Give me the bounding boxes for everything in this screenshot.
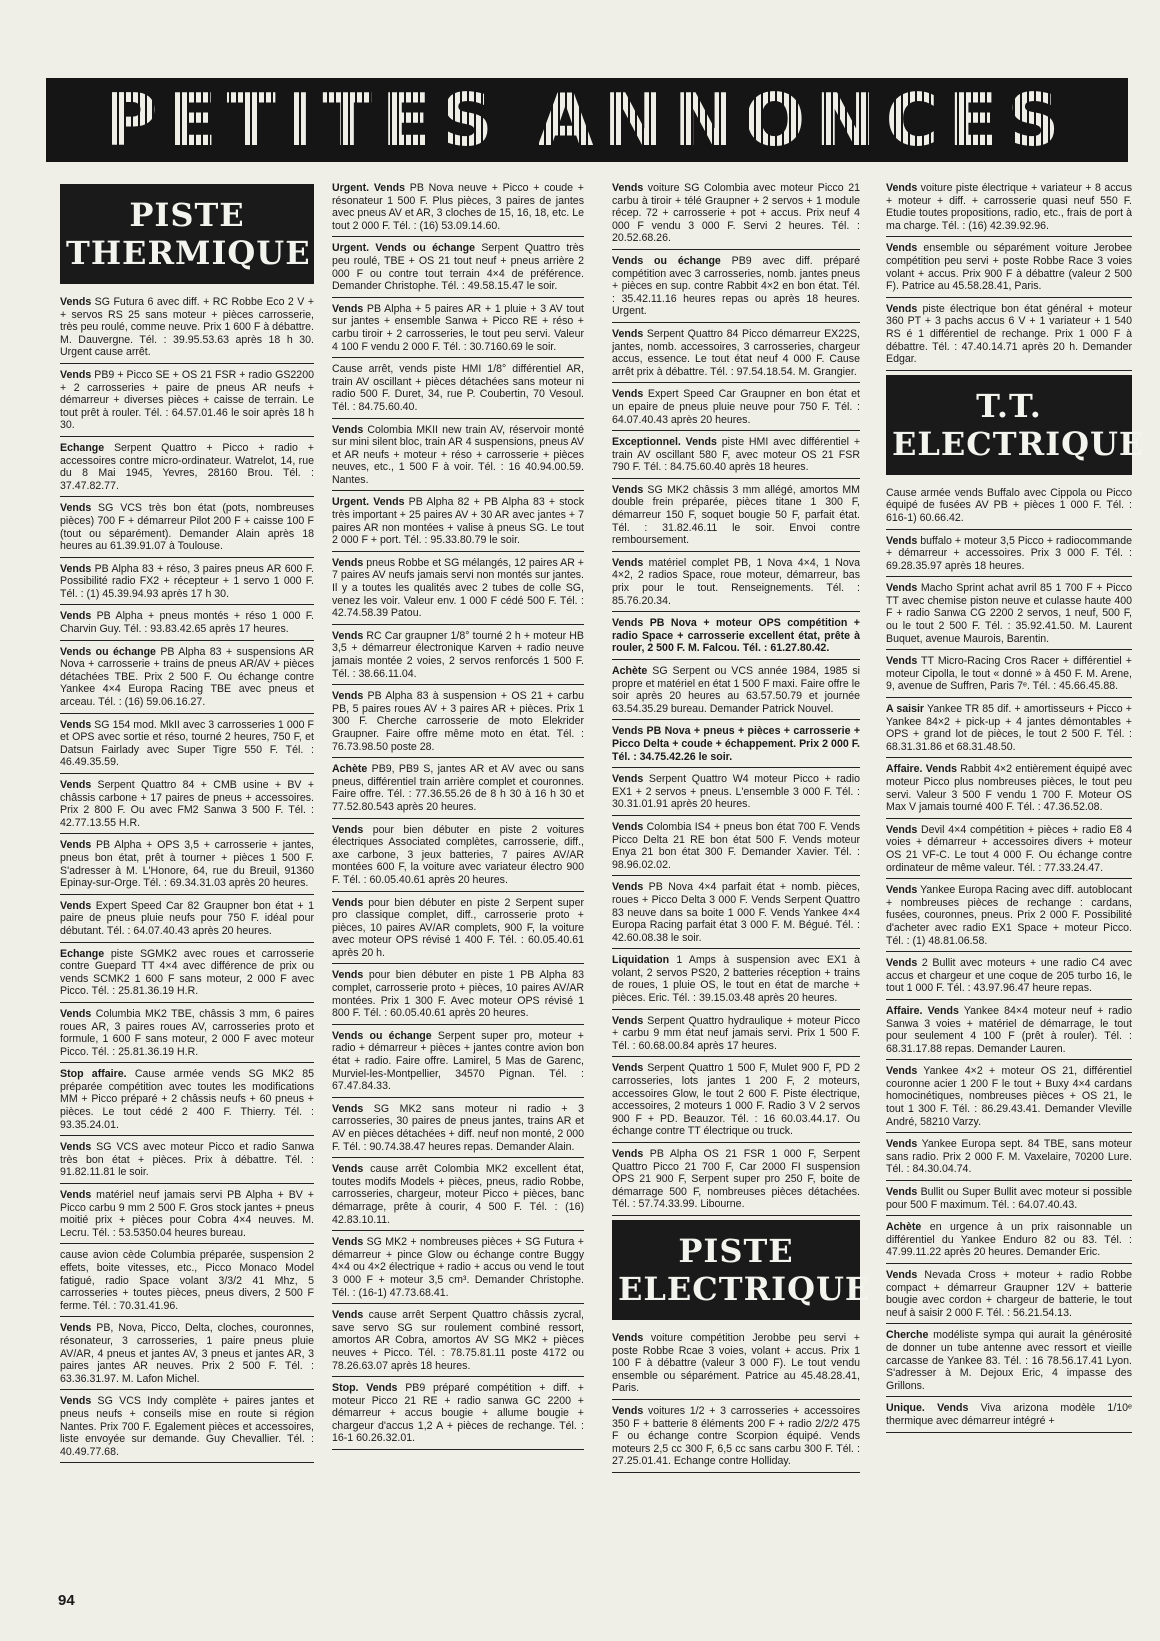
ad-lead: Achète — [332, 763, 368, 776]
ad-lead: Vends — [60, 1141, 92, 1154]
classified-ad — [612, 434, 860, 479]
ad-lead: Cherche — [886, 1329, 929, 1342]
ad-text: cause arrêt Colombia MK2 excellent état, toutes modifs Models + pièces, pneus, radio Robbe, carrosseries, chargeur, moteur Picco + pièces, banc démarrage, prête à courir, 4 500 F. Tél. : (16) 42.83.10.11. — [332, 1163, 584, 1226]
classified-ad — [60, 1066, 314, 1136]
ad-text: buffalo + moteur 3,5 Picco + radiocommande + démarreur + accessoires. Prix 3 000 F. Tél. : 69.28.35.97 après 18 heures. — [886, 534, 1132, 572]
ad-text: SG Serpent ou VCS année 1984, 1985 si propre et matériel en état 1 500 F maxi. Faire offre le soir après 20 heures au 63.57.50.79 et journée 63.54.35.29 bureau. Demander Patrick Nouvel. — [612, 665, 860, 715]
classified-ad — [60, 367, 314, 437]
ad-lead: Vends — [60, 1322, 92, 1335]
ad-lead: Urgent. Vends ou échange — [332, 242, 476, 255]
ad-lead: Liquidation — [612, 954, 670, 967]
classified-ad — [886, 1327, 1132, 1397]
ad-text: Yankee Europa sept. 84 TBE, sans moteur sans radio. Prix 2 000 F. M. Vaxelaire, 70200 Lure. Tél. : 84.30.04.74. — [886, 1138, 1132, 1176]
classified-ad — [332, 422, 584, 492]
ad-text: PB Alpha 83 + suspensions AR Nova + carrosserie + trains de pneus AR/AV + pièces détachées TBE. Prix 2 500 F. Ou échange contre Yankee 4×4 Europa Racing TBE avec pneus et arceau. Tél. : (16) 59.06.16.27. — [60, 645, 314, 709]
column-2 — [332, 180, 584, 1453]
ad-text: Columbia MK2 TBE, châssis 3 mm, 6 paires roues AR, 3 paires roues AV, carrosseries proto et formule, 1 600 F sans moteur, 2 000 F avec moteur Picco. Tél. : 25.81.36.19 H.R. — [60, 1007, 314, 1058]
classified-ad — [886, 301, 1132, 371]
ad-text: PB Alpha 83 + réso, 3 paires pneus AR 600 F. Possibilité radio FX2 + récepteur + 1 servo 1 000 F. Tél. : (1) 45.39.94.93 après 17 h 30. — [60, 562, 314, 600]
ad-lead: Urgent. Vends — [332, 496, 405, 509]
ad-text: modéliste sympa qui aurait la générosité de donner un tube antenne avec ressort et vieille carcasse de Yankee 83. Tél. : 16 78.56.17.41 Lyon. S'adresser à M. Dejoux Eric, 4 impasse des Grillons. — [886, 1329, 1132, 1392]
classified-ad — [886, 1063, 1132, 1133]
ad-text: PB Alpha + pneus montés + réso 1 000 F. Charvin Guy. Tél. : 93.83.42.65 après 17 heures. — [60, 610, 314, 636]
classified-ad — [60, 837, 314, 894]
classified-ad — [886, 485, 1132, 530]
classified-ad — [60, 898, 314, 943]
ad-text: Cause arrêt, vends piste HMI 1/8° différentiel AR, train AV oscillant + pièces détachées sans moteur ni radio 500 F. Duret, 34, rue P. Coubertin, 70 Vesoul. Tél. : 84.75.60.40. — [332, 363, 584, 413]
classified-ad — [60, 608, 314, 640]
classified-ad — [332, 1234, 584, 1304]
classified-ad — [612, 879, 860, 949]
ad-text: Serpent Quattro + Picco + radio + accessoires contre micro-ordinateur. Watrelot, 14, rue du 8 Mai 1945, Yevres, 28160 Brou. Tél. : 37.47.82.77. — [60, 441, 314, 492]
section-heading-piste-electrique: PISTE ELECTRIQUE — [612, 1220, 860, 1320]
ad-text: SG Futura 6 avec diff. + RC Robbe Eco 2 V + + servos RS 25 sans moteur + pièces carrosserie, très peu roulé, comme neuve. Prix 1 600 F à débattre. M. Dauvergne. Tél. : 39.95.53.63 après 18 h 30. Urgent cause arrêt. — [60, 296, 314, 359]
classified-ad — [332, 761, 584, 818]
ad-lead: Vends — [886, 302, 918, 315]
ad-lead: Vends — [332, 1163, 364, 1176]
column-3 — [612, 180, 871, 1476]
ad-lead: Affaire. Vends — [886, 1004, 959, 1017]
classified-ad — [886, 882, 1132, 952]
classified-ad — [886, 822, 1132, 879]
ad-text: SG VCS avec moteur Picco et radio Sanwa très bon état + pièces. Prix à débattre. Tél. : 91.82.11.81 le soir. — [60, 1141, 314, 1179]
classified-ad — [332, 240, 584, 297]
ad-text: Serpent Quattro hydraulique + moteur Picco + carbu 9 mm état neuf jamais servi. Prix 1 500 F. Tél. : 60.68.00.84 après 17 heures. — [612, 1014, 860, 1052]
ad-text: PB Alpha + 5 paires AR + 1 pluie + 3 AV tout sur jantes + ensemble Sanwa + Picco RE + réso + carbu tiroir + 2 carrosseries, le tout peu servi. Valeur 4 100 F vendu 2 000 F. Tél. : 30.7160.69 le soir. — [332, 302, 584, 353]
ad-text: piste électrique bon état général + moteur 360 PT + 3 pachs accus 6 V + 1 variateur + 1 540 RS é 1 différentiel de rechange. Prix 1 000 F à débattre. Tél. : 47.40.14.71 après 20 h. Demander Edgar. — [886, 302, 1132, 366]
classified-ad — [332, 301, 584, 358]
column-1 — [60, 180, 314, 1466]
classified-ad — [886, 761, 1132, 818]
section-heading-tt-electrique: T.T. ELECTRIQUE — [886, 375, 1132, 475]
ad-lead: Vends — [60, 296, 92, 308]
ad-lead: Vends — [612, 1014, 644, 1027]
ad-text: voiture compétition Jerobbe peu servi + poste Robbe Rcae 3 voies, volant + accus. Prix 1 100 F à débattre (valeur 3 000 F). Le tout vendu ensemble ou séparément. Patrice au 45.48.28.41, Paris. — [612, 1331, 860, 1395]
ad-lead: Vends — [612, 327, 644, 340]
classified-ad — [886, 1136, 1132, 1181]
classified-ad — [60, 440, 314, 497]
classified-ad — [886, 701, 1132, 758]
ad-lead: Vends — [332, 556, 364, 569]
ad-text: cause avion cède Columbia préparée, suspension 2 effets, boite vitesses, etc., Picco Monaco Model fatigué, radio Space volant 3/3/2 41 Mhz, 5 carrosseries + toutes pièces, pneus divers, 2 500 F ferme. Tél. : 70.31.41.96. — [60, 1249, 314, 1312]
ad-lead: Achète — [612, 665, 648, 677]
ad-lead: Vends — [886, 655, 918, 668]
classified-ad — [332, 555, 584, 625]
ad-text: Serpent Quattro 84 Picco démarreur EX22S, jantes, nomb. accessoires, 3 carrosseries, chargeur accus, essence. Le tout état neuf 4 000 F. Cause arrêt prix à débattre. Tél. : 97.54.18.54. M. Grangier. — [612, 327, 860, 378]
ad-lead: Vends — [886, 582, 918, 595]
classified-ad — [612, 555, 860, 612]
ad-list — [886, 485, 1132, 1433]
ad-text: PB9 avec diff. préparé compétition avec 3 carrosseries, nomb. jantes pneus + pièces en sup. contre Rabbit 4×2 en bon état. Tél. : 35.42.11.16 heures repas ou après 18 heures. Urgent. — [612, 254, 860, 318]
classified-ad — [886, 580, 1132, 650]
classified-ad — [612, 1146, 860, 1216]
ad-text: SG MK2 sans moteur ni radio + 3 carrosseries, 30 paires de pneus jantes, trains AR et AV en pièces détachées + diff. neuf non monté, 2 000 F. Tél. : 90.74.38.47 heures repas. Demander Alain. — [332, 1102, 584, 1153]
ad-lead: Vends — [886, 1065, 918, 1078]
ad-lead: Vends — [886, 1269, 918, 1281]
ad-lead: Vends — [886, 1186, 918, 1199]
classified-ad — [612, 1330, 860, 1400]
ad-lead: Vends — [332, 969, 364, 982]
ad-text: en urgence à un prix raisonnable un différentiel du Yankee Enduro 82 ou 83. Tél. : 47.99.11.22 après 20 heures. Demander Eric. — [886, 1221, 1132, 1259]
ad-text: Bullit ou Super Bullit avec moteur si possible pour 500 F maximum. Tél. : 64.07.40.43. — [886, 1186, 1132, 1211]
ad-lead: Vends — [886, 242, 918, 255]
classified-ad — [332, 180, 584, 237]
ad-text: SG MK2 + nombreuses pièces + SG Futura + démarreur + pince Glow ou échange contre Buggy 4×4 ou 4×2 électrique + radio + accus ou vend le tout 3 000 F + moteur 3,5 cm³. Demander Christophe. Tél. : (16-1) 47.73.68.41. — [332, 1236, 584, 1299]
ad-text: voiture SG Colombia avec moteur Picco 21 carbu à tiroir + télé Graupner + 2 servos + 1 module récep. 72 + carrosserie + pot + accus. Prix neuf 4 000 F vendu 3 000 F. Servi 2 heures. Tél. : 20.52.68.26. — [612, 182, 860, 245]
classified-ad — [886, 1003, 1132, 1060]
ad-text: Viva arizona modèle 1/10ᵉ thermique avec démarreur intégré + — [886, 1402, 1132, 1427]
ad-lead: Unique. Vends — [886, 1402, 969, 1415]
ad-lead: Vends — [886, 1138, 918, 1151]
ad-lead: Vends — [60, 610, 92, 623]
ad-list — [60, 294, 314, 1463]
ad-text: pour bien débuter en piste 2 voitures électriques Associated complètes, carrosserie, diff., axe carbone, 3 jeux batteries, 7 paires AV/AR montées 600 F, la voiture avec variateur électro 900 F. Tél. : 60.05.40.61 après 20 heures. — [332, 823, 584, 886]
ad-text: Macho Sprint achat avril 85 1 700 F + Picco TT avec chemise piston neuve et culasse haute 400 F + radio Sanwa CG 2200 2 servos, 1 neuf, 500 F, ou le tout 2 500 F. Tél. : 35.92.41.50. M. Laurent Buquet, avenue Maurois, Barentin. — [886, 582, 1132, 645]
classified-ad — [60, 294, 314, 364]
ad-text: Yankee Europa Racing avec diff. autoblocant + nombreuses pièces de rechange : cardans, fusées, couronnes, pneus. Prix 2 000 F. Possibilité d'acheter avec radio EX1 Space + moteur Picco. Tél. : (1) 48.81.06.58. — [886, 884, 1132, 947]
ad-lead: Vends — [332, 1236, 364, 1249]
classified-ad — [886, 1219, 1132, 1264]
classified-ad — [886, 1267, 1132, 1324]
ad-text: pour bien débuter en piste 1 PB Alpha 83 complet, carrosserie proto + pièces, 10 paires AV/AR montées. Prix 1 300 F. Avec moteur OPS révisé 1 800 F. Tél. : 60.05.40.61 après 20 heures. — [332, 969, 584, 1020]
ad-text: PB Alpha 82 + PB Alpha 83 + stock très important + 25 paires AV + 30 AR avec jantes + 7 paires AR non montées + valise à pneus SG. Le tout 2 000 F + port. Tél. : 95.33.80.79 le soir. — [332, 496, 584, 547]
classified-ad — [60, 1247, 314, 1317]
ad-text: piste SGMK2 avec roues et carrosserie contre Guepard TT 4×4 avec différence de prix ou vends SCMK2 1 600 F sans moteur, 2 000 F avec Picco. Tél. : 25.81.36.19 H.R. — [60, 947, 314, 998]
ad-lead: Vends ou échange — [332, 1029, 432, 1042]
ad-text: ensemble ou séparément voiture Jerobee compétition peu servi + poste Robbe Race 3 voies volant + accus. Prix 900 F à débattre (valeur 2 500 F). Patrice au 45.58.28.41, Paris. — [886, 242, 1132, 293]
ad-lead: Vends — [332, 1102, 364, 1115]
ad-lead: Vends — [612, 820, 644, 833]
ad-text: Expert Speed Car Graupner en bon état et un epaire de pneus pluie neuve pour 750 F. Tél. : 64.07.40.43 après 20 heures. — [612, 388, 860, 426]
ad-lead: Vends — [60, 562, 92, 575]
ad-lead: Vends — [886, 534, 918, 547]
ad-lead: Affaire. Vends — [886, 763, 957, 776]
classified-ad — [612, 663, 860, 720]
ad-lead: Exceptionnel. Vends — [612, 436, 717, 449]
classified-ad — [612, 386, 860, 431]
ad-text: Serpent Quattro 1 500 F, Mulet 900 F, PD 2 carrosseries, lots jantes 1 200 F, 2 moteurs, accessoires Glow, le tout 2 600 F. Piste électrique, accessoires, 2 moteurs 1 000 F. Radio 3 V 2 servos 900 F + PD. Beauzor. Tél. : 16 60.03.44.17. Ou échange contre TT électrique ou truck. — [612, 1062, 860, 1138]
ad-text: PB Nova 4×4 parfait état + nomb. pièces, roues + Picco Delta 3 000 F. Vends Serpent Quattro 83 neuve dans sa boite 1 000 F. Vends Yankee 4×4 Europa Racing parfait état 3 000 F. M. Bégué. Tél. : 42.60.08.38 le soir. — [612, 881, 860, 944]
ad-lead: Vends — [60, 839, 92, 852]
ad-text: 2 Bullit avec moteurs + une radio C4 avec accus et chargeur et une coque de 205 turbo 16, le tout 1 000 F. Tél. : 43.97.96.47 heure repas. — [886, 957, 1132, 995]
ad-lead: Vends — [886, 182, 918, 194]
ad-lead: Vends — [60, 718, 92, 731]
classified-ad — [332, 1161, 584, 1231]
ad-text: PB, Nova, Picco, Delta, cloches, couronnes, résonateur, 3 carrosseries, 1 paire pneus pluie AV/AR, 4 pneus et jantes AV, 3 pneus et jantes AR, 3 paires jantes AR neuves. Prix 2 500 F. Tél. : 63.36.31.97. M. Lafon Michel. — [60, 1322, 314, 1385]
ad-text: Serpent Quattro W4 moteur Picco + radio EX1 + 2 servos + pneus. L'ensemble 3 000 F. Tél. : 30.31.01.91 après 20 heures. — [612, 773, 860, 811]
classified-ad — [612, 482, 860, 552]
classified-ad — [332, 895, 584, 965]
ad-lead: Vends — [332, 629, 364, 642]
ad-text: Nevada Cross + moteur + radio Robbe compact + démarreur Graupner 12V + batterie bougie avec cordon + chargeur de batterie, le tout neuf à saisir 2 000 F. Tél. : 56.21.54.13. — [886, 1269, 1132, 1319]
ad-text: Yankee 84×4 moteur neuf + radio Sanwa 3 voies + matériel de démarrage, le tout pour seulement 4 100 F (prêt à rouler). Tél. : 68.31.17.88 repas. Demander Lauren. — [886, 1004, 1132, 1055]
ad-text: PB9 préparé compétition + diff. + moteur Picco 21 RE + radio sanwa GC 2200 + démarreur + accus bougie + allume bougie + chargeur d'accus 1,2 A + pièces de rechange. Tél. : 16-1 60.26.32.01. — [332, 1382, 584, 1445]
classified-ad — [612, 952, 860, 1009]
classified-ad — [332, 1307, 584, 1377]
ad-text: Expert Speed Car 82 Graupner bon état + 1 paire de pneus pluie neufs pour 750 F. idéal pour débutant. Tél. : 64.07.40.43 après 20 heures. — [60, 899, 314, 937]
ad-lead: Vends — [332, 823, 364, 836]
ad-text: SG MK2 châssis 3 mm allégé, amortos MM double frein préparée, pièces titane 1 300 F, démarreur 150 F, soquet bougie 50 F, parfait état. Tél. : 31.82.46.11 le soir. Envoi contre remboursement. — [612, 483, 860, 547]
ad-lead: A saisir — [886, 703, 925, 716]
classified-ad — [60, 1139, 314, 1184]
classified-ad — [886, 180, 1132, 237]
ad-list — [612, 180, 860, 1216]
ad-text: cause arrêt Serpent Quattro châssis zycral, save servo SG sur roulement combiné ressort, amortos AR Cobra, amortos AV SG MK2 + pièces neuves + Picco. Tél. : 78.75.81.11 poste 4172 ou 78.26.63.07 après 18 heures. — [332, 1309, 584, 1372]
ad-lead: Stop affaire. — [60, 1068, 127, 1081]
ad-text: PB Alpha + OPS 3,5 + carrosserie + jantes, pneus bon état, prêt à tourner + pièces 1 500 F. S'adresser à M. L'Honore, 64, rue du Breuil, 91360 Epinay-sur-Orge. Tél. : 69.34.31.03 après 20 heures. — [60, 839, 314, 890]
ad-lead: Stop. Vends — [332, 1382, 398, 1395]
classified-ad — [612, 1013, 860, 1058]
ad-lead: Vends — [612, 1404, 644, 1417]
ad-list — [332, 180, 584, 1450]
ad-list — [612, 1330, 860, 1473]
section-heading-piste-thermique: PISTE THERMIQUE — [60, 184, 314, 284]
ad-lead: Vends — [612, 388, 644, 401]
ad-lead: Echange — [60, 441, 105, 454]
ad-text: pour bien débuter en piste 2 Serpent super pro classique complet, diff., carrosserie proto + pièces, 10 paires AV/AR complets, 900 F, la voiture avec moteur OPS révisé 1 400 F. Tél. : 60.05.40.61 après 20 h. — [332, 896, 584, 959]
classified-ad — [886, 955, 1132, 1000]
classified-ad — [612, 771, 860, 816]
ad-lead: Vends — [60, 502, 92, 515]
ad-lead: Vends — [60, 1395, 92, 1408]
classified-ad — [60, 500, 314, 557]
column-4 — [886, 180, 1145, 1436]
ad-text: matériel neuf jamais servi PB Alpha + BV + Picco carbu 9 mm 2 500 F. Gros stock jantes + pneus moitié prix + pièces pour Cobra 4×4 neuves. M. Lecru. Tél. : 53.5350.04 heures bureau. — [60, 1189, 314, 1239]
ad-text: piste HMI avec différentiel + train AV oscillant 580 F, avec moteur OS 21 FSR 790 F. Tél. : 84.75.60.40 après 18 heures. — [612, 436, 861, 474]
classified-ad — [886, 1184, 1132, 1216]
ad-lead: Vends — [332, 423, 364, 436]
ad-text: Serpent Quattro très peu roulé, TBE + OS 21 tout neuf + pneus arrière 2 000 F ou contre tout terrain 4×4 de préférence. Demander Christophe. Tél. : 49.58.15.47 le soir. — [332, 242, 584, 293]
classified-ad — [612, 253, 860, 323]
classified-ad — [332, 494, 584, 551]
classified-ad — [332, 628, 584, 685]
ad-lead: Vends — [60, 899, 92, 912]
page-number: 94 — [58, 1592, 75, 1609]
classified-ad — [886, 1400, 1132, 1432]
classified-ad — [60, 946, 314, 1003]
classified-ad — [886, 240, 1132, 297]
ad-lead: Vends — [60, 1189, 92, 1202]
ad-text: voiture piste électrique + variateur + 8 accus + moteur + diff. + carrosserie quasi neuf 550 F. Etudie toutes propositions, radio, etc., frais de port à ma charge. Tél. : (16) 42.39.92.96. — [886, 182, 1132, 232]
ad-text: SG VCS Indy complète + paires jantes et pneus neufs + conseils mise en route si région Nantes. Prix 700 F. Egalement pièces et accessoires, liste envoyée sur demande. Guy Chevallier. Tél. : 40.49.77.68. — [60, 1395, 314, 1458]
classified-ad — [612, 1403, 860, 1473]
ad-text: Rabbit 4×2 entièrement équipé avec moteur Picco plus nombreuses pièces, le tout peu servi. Valeur 3 500 F vendu 1 700 F. Moteur OS Max V jamais tourné 400 F. Tél. : 47.36.52.08. — [886, 763, 1132, 814]
ad-lead: Vends — [332, 302, 364, 315]
ad-lead: Vends PB Nova + moteur OPS compétition + radio Space + carrosserie excellent état, prête à rouler, 2 500 F. M. Falcou. Tél. : 61.27.80.42. — [612, 617, 860, 655]
classified-ad — [332, 967, 584, 1024]
classified-ad — [886, 653, 1132, 698]
ad-text: voitures 1/2 + 3 carrosseries + accessoires 350 F + batterie 8 éléments 200 F + radio 2/2/2 475 F ou échange contre Scorpion équipé. Vends moteurs 2,5 cc 300 F, 6,5 cc sans carbu 300 F. Tél. : 27.25.01.41. Echange contre Holliday. — [612, 1404, 860, 1468]
ad-lead: Vends — [332, 896, 364, 909]
ad-text: PB Nova neuve + Picco + coude + résonateur 1 500 F. Plus pièces, 3 paires de jantes avec pneus AV et AR, 3 cloches de 15, 16, 18, etc. Le tout 2 000 F. Tél. : (16) 53.09.14.60. — [332, 182, 584, 232]
ad-lead: Vends — [612, 1331, 644, 1344]
ad-lead: Urgent. Vends — [332, 182, 406, 194]
ad-text: Yankee 4×2 + moteur OS 21, différentiel couronne acier 1 200 F le tout + Buxy 4×4 cardans homocinétiques, nombreuses pièces + OS 21, le tout 1 300 F. Tél. : 86.29.43.41. Demander Vleville André, 58210 Varzy. — [886, 1065, 1132, 1128]
classified-ad — [332, 688, 584, 758]
ad-lead: Vends — [612, 1062, 644, 1075]
ad-text: PB Alpha OS 21 FSR 1 000 F, Serpent Quattro Picco 21 700 F, Car 2000 FI suspension OPS 21 900 F, Serpent super pro 250 F, boite de démarrage 500 F, nombreuses pièces détachées. Tél. : 57.74.33.99. Libourne. — [612, 1148, 860, 1211]
ad-lead: Vends — [886, 957, 918, 970]
classified-ad — [332, 361, 584, 418]
classified-ad — [60, 644, 314, 714]
ad-text: pneus Robbe et SG mélangés, 12 paires AR + 7 paires AV neufs jamais servi non montés sur jantes. Il y a toutes les qualités avec 2 tubes de colle SG, venez les voir. Valeur env. 1 000 F cédé 500 F. Tél. : 42.74.58.39 Patou. — [332, 556, 584, 620]
ad-lead: Vends — [60, 1007, 92, 1020]
ad-lead: Vends — [612, 1148, 644, 1160]
classified-ad — [612, 723, 860, 768]
classified-ad — [332, 1380, 584, 1450]
classified-ad — [60, 777, 314, 834]
ad-lead: Vends — [612, 483, 644, 496]
ad-lead: Vends — [886, 823, 918, 836]
ad-lead: Vends ou échange — [612, 254, 721, 267]
ad-text: 1 Amps à suspension avec EX1 à volant, 2 servos PS20, 2 batteries réception + trains de roues, 1 pluie OS, le tout en état de marche + pièces. Eric. Tél. : 39.15.03.48 après 20 heures. — [612, 954, 860, 1005]
ad-lead: Vends — [886, 884, 918, 897]
classified-ad — [612, 1060, 860, 1143]
ad-text: Cause armée vends SG MK2 85 préparée compétition avec toutes les modifications MM + Picco préparé + 2 châssis neufs + 60 pneus + pièces. Le tout cédé 2 400 F. Thierry. Tél. : 93.35.24.01. — [60, 1068, 314, 1131]
ad-text: matériel complet PB, 1 Nova 4×4, 1 Nova 4×2, 2 radios Space, roue moteur, démarreur, bas prix pour le tout. Renseignements. Tél. : 85.76.20.34. — [612, 556, 860, 607]
ad-lead: Vends — [60, 779, 92, 791]
classified-ad — [60, 1187, 314, 1244]
classified-ad — [886, 533, 1132, 578]
ad-lead: Vends PB Nova + pneus + pièces + carrosserie + Picco Delta + coude + échappement. Prix 2 000 F. Tél. : 34.75.42.26 le soir. — [612, 725, 860, 763]
ad-text: SG VCS très bon état (pots, nombreuses pièces) 700 F + démarreur Pilot 200 F + caisse 100 F (tout ou séparément). Demander Alain après 18 heures au 61.39.91.07 à Toulouse. — [60, 502, 314, 553]
ad-text: Colombia IS4 + pneus bon état 700 F. Vends Picco Delta 21 RE bon état 500 F. Vends moteur Enya 21 bon état 300 F. Demander Xavier. Tél. : 98.96.02.02. — [612, 820, 860, 871]
ad-lead: Echange — [60, 947, 105, 960]
ad-lead: Vends — [612, 556, 644, 569]
ad-text: PB9, PB9 S, jantes AR et AV avec ou sans pneus, différentiel train arrière complet et couronnes. Faire offre. Tél. : 77.36.55.26 de 8 h 30 à 16 h 30 et 77.52.80.543 après 20 heures. — [332, 763, 584, 813]
ad-lead: Vends — [612, 773, 644, 786]
ad-text: PB9 + Picco SE + OS 21 FSR + radio GS2200 + 2 carrosseries + paire de pneus AR neufs + démarreur + diverses pièces + caisse de terrain. Le tout prêt à rouler. Tél. : 64.57.01.46 le soir après 18 h 30. — [60, 368, 314, 432]
ad-text: Serpent Quattro 84 + CMB usine + BV + châssis carbone + 17 paires de pneus + accessoires. Prix 2 800 F. Ou avec FM2 Sanwa 3 500 F. Tél. : 42.77.13.55 H.R. — [60, 779, 314, 829]
ad-text: Cause armée vends Buffalo avec Cippola ou Picco équipé de fusées AV PB + pièces 1 000 F. Tél. : 616-1) 60.66.42. — [886, 486, 1132, 524]
classified-ad — [60, 561, 314, 606]
classified-ad — [332, 1101, 584, 1158]
classified-ad — [60, 1006, 314, 1063]
classified-ad — [612, 180, 860, 250]
ad-lead: Vends — [612, 881, 644, 894]
ad-text: Colombia MKII new train AV, réservoir monté sur mini silent bloc, train AR 4 suspensions, pneus AV et AR neufs + moteur + réso + carrosserie + pièces neuves, etc., 1 500 F à voir. Tél. : 16 40.94.00.59. Nantes. — [332, 423, 584, 486]
classified-ad — [332, 1028, 584, 1098]
classified-ad — [612, 615, 860, 660]
classified-ad — [60, 1393, 314, 1463]
ad-lead: Achète — [886, 1221, 922, 1234]
ad-lead: Vends — [332, 690, 364, 703]
ad-list — [886, 180, 1132, 371]
ad-text: SG 154 mod. MkII avec 3 carrosseries 1 000 F et OPS avec sortie et réso, tourné 2 heures, 750 F, et Datsun Fairlady avec Super Tigre 550 F. Tél. : 46.49.35.59. — [60, 718, 314, 769]
classified-ad — [60, 717, 314, 774]
ad-lead: Vends — [332, 1309, 364, 1322]
ad-text: Devil 4×4 compétition + pièces + radio E8 4 voies + démarreur + accessoires divers + moteur OS 21 VF-C. Le tout 4 000 F. Ou échange contre ordinateur de même valeur. Tél. : 77.33.24.47. — [886, 823, 1132, 874]
ad-text: Serpent super pro, moteur + radio + démarreur + pièces + jantes contre avion bon état + radio. Faire offre. Lamirel, 5 Mas de Garenc, Murviel-les-Montpellier, 34570 Pignan. Tél. : 67.47.84.33. — [332, 1029, 584, 1093]
ad-text: PB Alpha 83 à suspension + OS 21 + carbu PB, 5 paires roues AV + 3 paires AR + pièces. Prix 1 300 F. Cherche carrosserie de moto Elekrider Graupner. Faire offre même moto en état. Tél. : 76.73.98.50 poste 28. — [332, 690, 584, 753]
ad-lead: Vends — [60, 368, 92, 381]
classified-ad — [612, 819, 860, 876]
ad-text: Yankee TR 85 dif. + amortisseurs + Picco + Yankee 84×2 + pick-up + 4 jantes démontables + OPS + grand lot de pièces, le tout 2 500 F. Tél. : 68.31.31.86 et 68.31.48.50. — [886, 703, 1132, 753]
classified-ad — [332, 822, 584, 892]
ad-text: TT Micro-Racing Cros Racer + différentiel + moteur Cipolla, le tout « donné » à 450 F. M. Arene, 9, avenue de Suffren, Paris 7ᵉ. Tél. : 45.66.45.88. — [886, 655, 1132, 693]
banner-title: PETITES ANNONCES — [104, 78, 1070, 162]
ad-lead: Vends ou échange — [60, 645, 156, 658]
classified-ad — [612, 326, 860, 383]
ad-text: RC Car graupner 1/8° tourné 2 h + moteur HB 3,5 + démarreur électronique Karven + radio neuve jamais montée 2 voies, 2 servos renforcés 1 500 F. Tél. : 38.66.11.04. — [332, 629, 584, 680]
classified-ad — [60, 1320, 314, 1390]
ad-lead: Vends — [612, 182, 644, 194]
banner — [46, 78, 1128, 162]
